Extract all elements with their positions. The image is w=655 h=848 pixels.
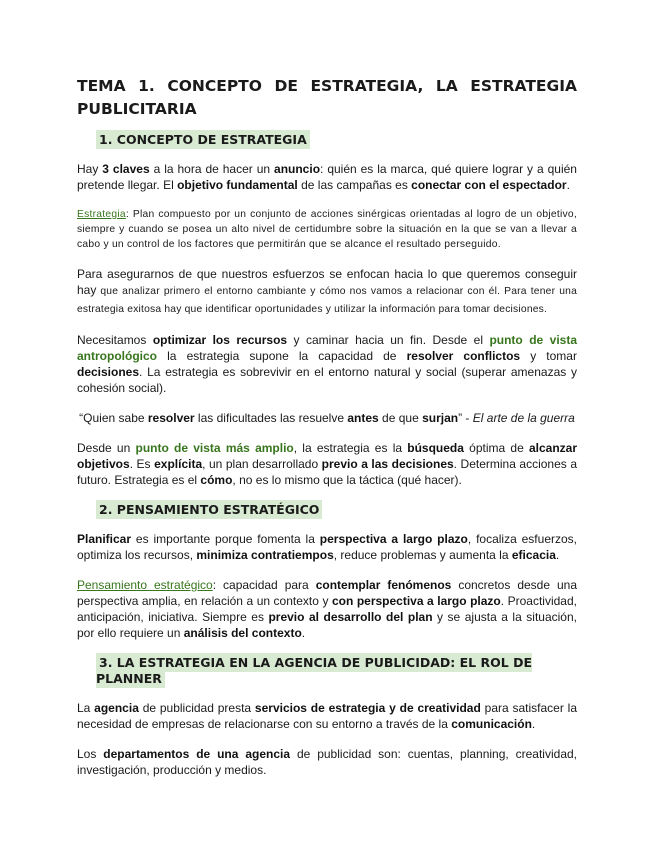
section-heading-concepto: 1. CONCEPTO DE ESTRATEGIA (96, 132, 577, 148)
term-estrategia: Estrategia (77, 209, 126, 220)
paragraph-planificar: Planificar es importante porque fomenta la perspectiva a largo plazo, focaliza esfuerzos, optimiza los recursos, minimiza contratiempos, reduce problemas y aumenta la eficacia. (77, 532, 577, 562)
term-pensamiento-estrategico: Pensamiento estratégico (77, 578, 213, 592)
document-title: TEMA 1. CONCEPTO DE ESTRATEGIA, LA ESTRATEGIA PUBLICITARIA (77, 77, 577, 118)
paragraph-recursos: Necesitamos optimizar los recursos y caminar hacia un fin. Desde el punto de vista antropológico la estrategia supone la capacidad de resolver conflictos y tomar decisiones. La estrategia es sobrevivir en el entorno natural y social (superar amenazas y cohesión social). (77, 333, 578, 395)
paragraph-agencia: La agencia de publicidad presta servicios de estrategia y de creatividad para satisfacer la necesidad de empresas de relacionarse con su entorno a través de la comunicación. (77, 701, 578, 731)
section-heading-pensamiento: 2. PENSAMIENTO ESTRATÉGICO (96, 502, 577, 518)
paragraph-pensamiento-estrategico: Pensamiento estratégico: capacidad para contemplar fenómenos concretos desde una perspectiva amplia, en relación a un contexto y con perspectiva a largo plazo. Proactividad, anticipación, iniciativa. Siempre es previo al desarrollo del plan y se ajusta a la situación, por ello requiere un análisis del contexto. (77, 578, 578, 640)
paragraph-claves: Hay 3 claves a la hora de hacer un anuncio: quién es la marca, qué quiere lograr y a quién pretende llegar. El objetivo fundamental de las campañas es conectar con el espectador. (77, 162, 577, 192)
paragraph-departamentos: Los departamentos de una agencia de publicidad son: cuentas, planning, creatividad, investigación, producción y medios. (77, 747, 577, 777)
section-heading-agencia: 3. LA ESTRATEGIA EN LA AGENCIA DE PUBLICIDAD: EL ROL DE PLANNER (96, 655, 532, 686)
paragraph-punto-de-vista: Desde un punto de vista más amplio, la estrategia es la búsqueda óptima de alcanzar objetivos. Es explícita, un plan desarrollado previo a las decisiones. Determina acciones a futuro. Estrategia es el cómo, no es lo mismo que la táctica (qué hacer). (77, 441, 578, 487)
paragraph-definicion-estrategia: Estrategia: Plan compuesto por un conjunto de acciones sinérgicas orientadas al logro de un objetivo, siempre y cuando se posea un alto nivel de certidumbre sobre la situación en la que se van a llevar a cabo y un control de los factores que permitirán que se alcance el resultado perseguido. (77, 209, 577, 250)
document-page (77, 75, 577, 792)
quote-arte-de-la-guerra: “Quien sabe resolver las dificultades las resuelve antes de que surjan” - El arte de la guerra (79, 411, 575, 425)
paragraph-entorno: Para asegurarnos de que nuestros esfuerzos se enfocan hacia lo que queremos conseguir hay que analizar primero el entorno cambiante y cómo nos vamos a relacionar con él. Para tener una estrategia exitosa hay que identificar oportunidades y utilizar la información para tomar decisiones. (77, 267, 577, 315)
